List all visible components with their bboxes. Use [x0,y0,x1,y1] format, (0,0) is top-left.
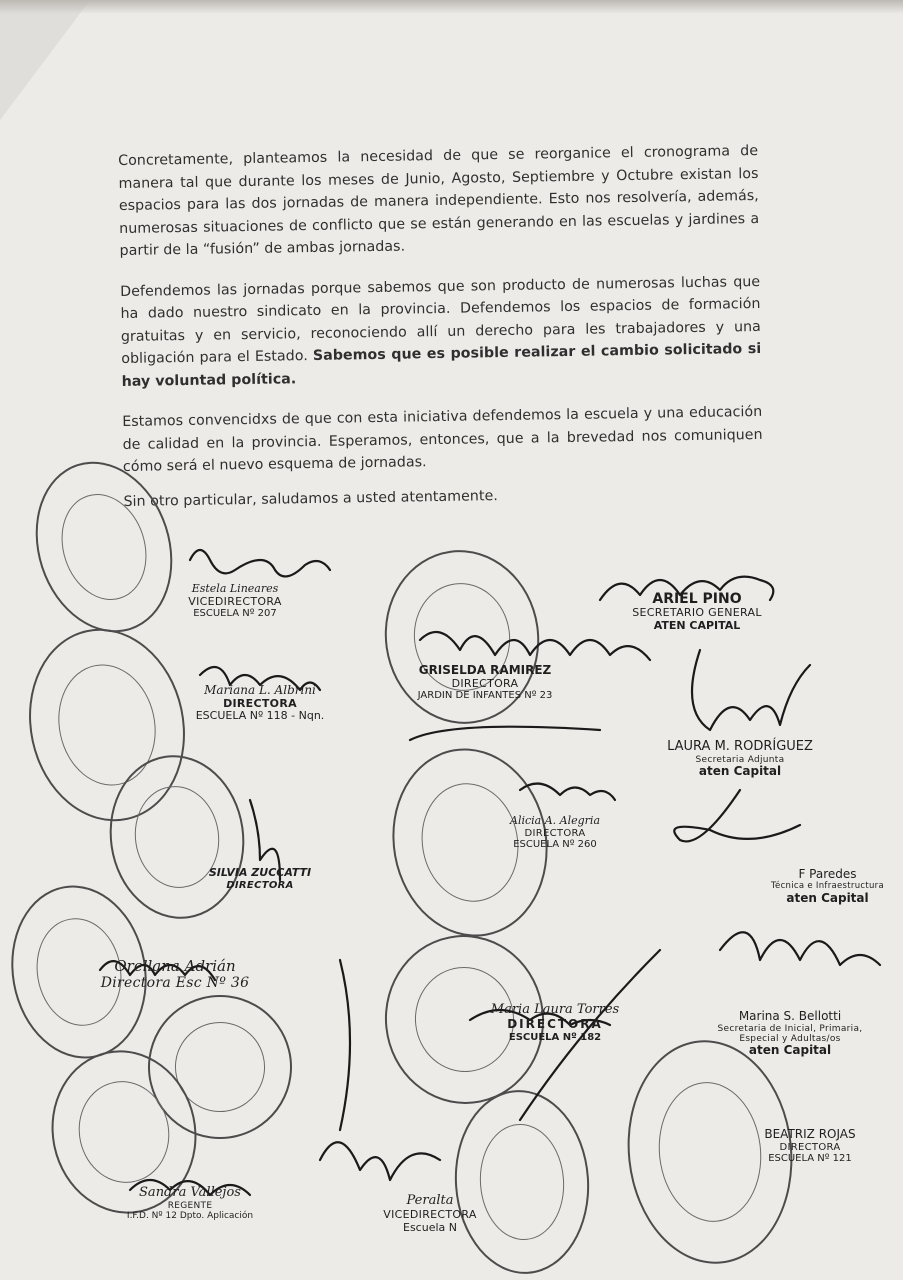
signer-unit: I.F.D. Nº 12 Dpto. Aplicación [126,1211,254,1222]
signature-paredes [755,868,900,905]
paragraph-2-bold: Sabemos que es posible realizar el cambio solicitado si hay voluntad política. [121,340,762,390]
signer-title: DIRECTORA [507,1016,603,1031]
signature-pino [612,591,782,632]
signer-title: DIRECTORA [779,1141,841,1153]
signer-name: ARIEL PINO [652,591,742,607]
signer-name: BEATRIZ ROJAS [764,1127,856,1141]
signature-ramirez [400,664,570,702]
signer-title: Directora Esc Nº 36 [100,975,250,992]
signer-title: SECRETARIO GENERAL [632,606,762,620]
signer-title: VICEDIRECTORA [383,1207,477,1221]
signer-unit: ESCUELA Nº 118 - Nqn. [195,709,325,723]
signature-adrian [95,958,255,991]
signature-alegria [495,815,615,851]
signer-unit: aten Capital [786,890,869,905]
closing-line: Sin otro particular, saludamos a usted atentamente. [123,487,498,510]
signer-name: LAURA M. RODRÍGUEZ [667,739,813,754]
signer-unit: aten Capital [698,764,782,779]
signer-name: Maria Laura Torres [490,1002,620,1017]
signer-name: Peralta [406,1193,454,1208]
signer-name: Estela Lineares [191,582,279,595]
signer-name: Mariana L. Albrini [204,683,316,697]
signature-lineares [170,583,300,620]
signer-title: DIRECTORA [524,827,586,839]
signer-title: VICEDIRECTORA [188,594,282,608]
signer-name: Sandra Vallejos [139,1185,241,1200]
signature-rodriguez [655,740,825,779]
signer-name: F Paredes [798,867,857,881]
signer-title: DIRECTORA [226,879,294,891]
signer-name: Orellana Adrián [114,957,236,975]
signer-unit: JARDIN DE INFANTES Nº 23 [417,690,553,702]
signer-title: Secretaria Adjunta [695,754,785,765]
paragraph-3: Estamos convencidxs de que con esta iniciativa defendemos la escuela y una educación de calidad en la provincia. Esperamos, entonces, que a la brevedad nos comuniquen cómo será el nuevo esquema de jornadas. [122,403,763,475]
signer-name: GRISELDA RAMIREZ [418,663,552,677]
signer-name: Alicia A. Alegria [510,814,600,827]
signature-albrini [185,684,335,723]
signer-name: Marina S. Bellotti [738,1009,842,1023]
signer-title: REGENTE [167,1200,213,1211]
signer-unit: aten Capital [748,1043,832,1058]
signature-zuccatti [200,867,320,891]
signature-bellotti [700,1010,880,1058]
signer-unit: ESCUELA Nº 260 [513,839,597,851]
signer-unit: ATEN CAPITAL [653,618,741,632]
signature-peralta [375,1194,485,1234]
signer-unit: ESCUELA Nº 182 [508,1031,602,1043]
signature-vallejos [110,1186,270,1222]
paragraph-1: Concretamente, planteamos la necesidad de que se reorganice el cronograma de manera tal que durante los meses de Junio, Agosto, Septiembre y Octubre existan los espacios para las dos jornadas de manera independiente. Esto nos resolvería, además, numerosas situaciones de conflicto que se están generando en las escuelas y jardines a partir de la “fusión” de ambas jornadas. [118,142,760,259]
signer-title: Secretaria de Inicial, Primaria, Especial y Adultas/os [717,1023,863,1045]
signer-unit: Escuela N [403,1220,457,1234]
signature-rojas [735,1128,885,1165]
signer-title: DIRECTORA [223,696,297,710]
signature-torres [470,1003,640,1043]
signer-name: SILVIA ZUCCATTI [208,866,312,879]
paragraph-2-text: Defendemos las jornadas porque sabemos que son producto de numerosas luchas que ha dado nuestro sindicato en la provincia. Defendemos los espacios de formación gratuitas y en servicio, reconociendo allí un derecho para les trabajadores y una obligación para el Estado. [120,273,761,367]
signer-title: DIRECTORA [451,676,519,690]
signer-unit: ESCUELA Nº 207 [193,608,277,620]
signer-unit: ESCUELA Nº 121 [768,1153,852,1165]
signer-title: Técnica e Infraestructura [771,880,884,891]
